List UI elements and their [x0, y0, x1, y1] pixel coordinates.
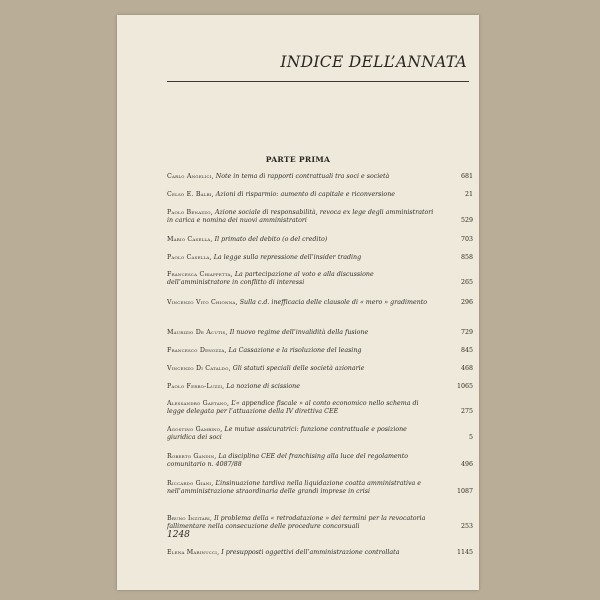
entry-author: Francesca Chiappetta, [167, 271, 233, 278]
entry-page: 1145 [456, 549, 473, 556]
entry-title: La partecipazione al voto e alla discussione dell’amministratore in conflitto di interessi [167, 271, 374, 287]
index-entry [167, 299, 473, 307]
entry-title: Il nuovo regime dell’invalidità della fusione [229, 329, 369, 336]
entry-author: Maurizio De Acutis, [167, 329, 228, 336]
entry-author: Mario Casella, [167, 236, 213, 243]
entry-page: 5 [468, 434, 473, 442]
entry-page: 275 [460, 408, 473, 416]
entry-author: Paolo Casella, [167, 254, 212, 261]
entry-page: 845 [460, 347, 473, 354]
entry-page: 265 [460, 279, 473, 287]
index-entry [167, 173, 473, 181]
section-title: PARTE PRIMA [265, 155, 331, 164]
entry-title: Sulla c.d. inefficacia delle clausole di « mero » gradimento [239, 299, 428, 306]
entry-title: Azioni di risparmio: aumento di capitale e riconversione [215, 191, 395, 198]
entry-title: Il primato del debito (o del credito) [214, 236, 328, 243]
entry-page: 496 [460, 461, 473, 469]
entry-title: Il problema della « retrodatazione » dei termini per la revocatoria fallimentare nella consecuzione delle procedure concorsuali [167, 515, 426, 531]
entry-page: 681 [460, 173, 473, 180]
entry-title: La Cassazione e la risoluzione del leasing [228, 347, 362, 354]
entry-author: Roberto Gandin, [167, 453, 217, 460]
entry-title: Gli statuti speciali delle società azionarie [232, 365, 365, 372]
page-title: INDICE DELL’ANNATA [280, 53, 467, 71]
entry-page: 1065 [456, 383, 473, 390]
entry-page: 21 [464, 191, 473, 198]
entry-author: Riccardo Giani, [167, 480, 214, 487]
entry-title: L’insinuazione tardiva nella liquidazione coatta amministrativa e nell’amministrazione straordinaria delle grandi imprese in crisi [167, 480, 422, 496]
book-page [117, 15, 479, 590]
entry-author: Francesco Denozza, [167, 347, 227, 354]
entry-author: Paolo Ferro-Luzzi, [167, 383, 225, 390]
entry-title: I presupposti oggettivi dell’amministrazione controllata [221, 549, 400, 556]
entry-author: Paolo Benazzo, [167, 209, 213, 216]
entry-author: Vincenzo Di Cataldo, [167, 365, 231, 372]
index-entry [167, 236, 473, 244]
entry-author: Agostino Gambino, [167, 426, 223, 433]
entry-page: 1087 [456, 488, 473, 496]
entry-page: 468 [460, 365, 473, 372]
entry-author: Vincenzo Vito Chionna, [167, 299, 238, 306]
index-entry [167, 480, 473, 496]
entry-title: La nozione di scissione [226, 383, 300, 390]
entry-page: 253 [460, 523, 473, 531]
index-entry [167, 254, 473, 262]
entry-title: La disciplina CEE del franchising alla luce del regolamento comunitario n. 4087/88 [167, 453, 409, 469]
entry-author: Celso E. Balbi, [167, 191, 214, 198]
index-entry [167, 453, 473, 469]
entry-title: L’« appendice fiscale » al conto economico nello schema di legge delegata per l’attuazione della IV direttiva CEE [167, 400, 419, 416]
index-entry [167, 365, 473, 373]
index-entry [167, 515, 473, 531]
index-entry [167, 271, 473, 287]
index-entry [167, 347, 473, 355]
index-entry [167, 191, 473, 199]
entry-title: Azione sociale di responsabilità, revoca ex lege degli amministratori in carica e nomina dei nuovi amministratori [167, 209, 434, 225]
entry-author: Alessandro Gaetano, [167, 400, 230, 407]
entry-page: 858 [460, 254, 473, 261]
entry-page: 703 [460, 236, 473, 243]
entry-title: Note in tema di rapporti contrattuali tra soci e società [215, 173, 390, 180]
entry-page: 529 [460, 217, 473, 225]
header-divider [167, 81, 469, 82]
index-entry [167, 400, 473, 416]
entry-author: Elena Marinucci, [167, 549, 220, 556]
index-entry [167, 209, 473, 225]
entry-title: La legge sulla repressione dell’insider trading [213, 254, 362, 261]
index-entry [167, 549, 473, 557]
page-number: 1248 [167, 530, 190, 540]
entry-page: 729 [460, 329, 473, 336]
index-entry [167, 426, 473, 442]
index-entry [167, 383, 473, 391]
entry-page: 296 [460, 299, 473, 306]
index-entry [167, 329, 473, 337]
entry-author: Carlo Angelici, [167, 173, 214, 180]
entry-author: Bruno Inzitari, [167, 515, 213, 522]
entry-title: Le mutue assicuratrici: funzione contrattuale e posizione giuridica dei soci [167, 426, 407, 442]
